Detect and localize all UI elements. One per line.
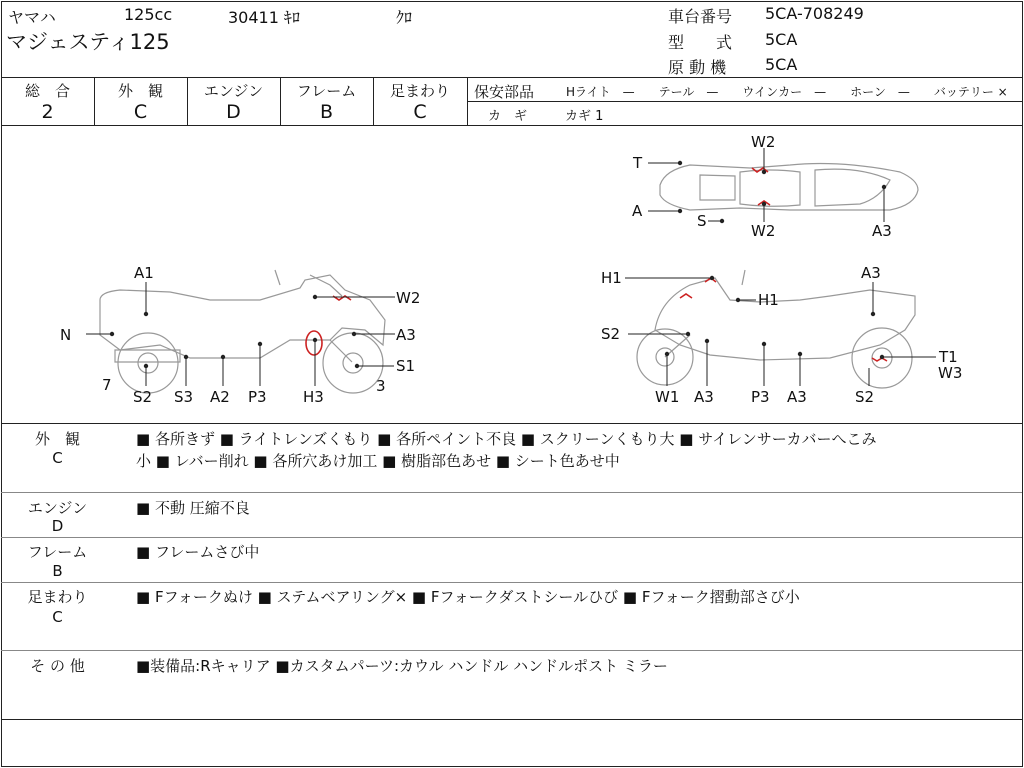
- diagram-label: S2: [133, 388, 153, 406]
- diagram-label: S2: [855, 388, 875, 406]
- grade-suspension-label: 足まわり: [389, 82, 450, 100]
- section-exterior-line-1: ■ 各所きず ■ ライトレンズくもり ■ 各所ペイント不良 ■ スクリーンくもり大 ■ サイレンサーカバーへこみ: [136, 430, 877, 448]
- diagram-label: N: [60, 326, 72, 344]
- section-frame-line-1: ■ フレームさび中: [136, 543, 260, 561]
- displacement: 125cc: [124, 5, 173, 24]
- divider: [1, 650, 1022, 651]
- diagram-label: S: [697, 212, 707, 230]
- divider: [467, 77, 468, 125]
- diagram-label: A3: [787, 388, 807, 406]
- diagram-label: W3: [938, 364, 963, 382]
- section-other-label: そ の 他: [30, 657, 85, 675]
- diagram-label: P3: [248, 388, 267, 406]
- section-frame-label: フレーム: [27, 543, 88, 561]
- diagram-label: S2: [601, 325, 621, 343]
- damage-diagram: [0, 126, 1024, 423]
- leader-lines: [86, 148, 936, 386]
- grade-exterior: C: [133, 101, 148, 123]
- grade-frame-label: フレーム: [296, 82, 357, 100]
- key-label: カ ギ: [488, 109, 528, 124]
- diagram-label: W2: [751, 222, 776, 240]
- section-suspension-grade: C: [52, 608, 63, 626]
- diagram-label: P3: [751, 388, 770, 406]
- color: ｸﾛ: [396, 8, 413, 27]
- grade-exterior-label: 外 観: [117, 82, 163, 100]
- left-scooter-outline: [100, 270, 385, 393]
- point-dots: [110, 161, 886, 368]
- grade-engine-label: エンジン: [203, 82, 264, 100]
- section-engine-line-1: ■ 不動 圧縮不良: [136, 499, 250, 517]
- diagram-label: T: [633, 154, 643, 172]
- diagram-label: H1: [758, 291, 779, 309]
- model-name: マジェスティ125: [6, 30, 170, 54]
- section-exterior-label: 外 観: [34, 430, 80, 448]
- diagram-label: 3: [376, 377, 386, 395]
- diagram-label: A: [632, 202, 643, 220]
- section-suspension-label: 足まわり: [27, 588, 88, 606]
- section-other-line-1: ■装備品:Rキャリア ■カスタムパーツ:カウル ハンドル ハンドルポスト ミラー: [136, 657, 668, 675]
- safety-label: 保安部品: [474, 83, 535, 101]
- diagram-label: A3: [872, 222, 892, 240]
- section-exterior-grade: C: [52, 449, 63, 467]
- maker: ヤマハ: [8, 8, 56, 27]
- safety-items: Hライト — テール — ウインカー — ホーン — バッテリー ×: [566, 85, 1008, 99]
- divider: [1, 537, 1022, 538]
- divider: [1, 423, 1022, 424]
- section-exterior-line-2: 小 ■ レバー削れ ■ 各所穴あけ加工 ■ 樹脂部色あせ ■ シート色あせ中: [136, 452, 620, 470]
- divider: [1, 492, 1022, 493]
- grade-total-label: 総 合: [24, 82, 70, 100]
- section-engine-grade: D: [51, 517, 64, 535]
- section-engine-label: エンジン: [27, 499, 88, 517]
- divider: [1, 719, 1022, 720]
- grade-frame: B: [319, 101, 334, 123]
- diagram-label: W2: [751, 133, 776, 151]
- diagram-label: W1: [655, 388, 680, 406]
- grade-suspension: C: [413, 101, 427, 123]
- key-value: カギ 1: [565, 109, 604, 124]
- grade-engine: D: [226, 101, 241, 123]
- diagram-label: A2: [210, 388, 230, 406]
- diagram-label: A1: [134, 264, 154, 282]
- diagram-label: H1: [601, 269, 622, 287]
- mileage: 30411 ｷﾛ: [228, 8, 300, 27]
- diagram-label: A3: [861, 264, 881, 282]
- divider: [1, 582, 1022, 583]
- diagram-label: T1: [939, 348, 958, 366]
- divider: [467, 101, 1022, 102]
- diagram-label: H3: [303, 388, 324, 406]
- frame-no-label: 車台番号: [668, 7, 733, 26]
- type-value: 5CA: [765, 30, 798, 49]
- diagram-label: A3: [396, 326, 416, 344]
- top-scooter-outline: [660, 164, 918, 210]
- diagram-label: S3: [174, 388, 194, 406]
- section-suspension-line-1: ■ Fフォークぬけ ■ ステムベアリング× ■ Fフォークダストシールひび ■ Fフォーク摺動部さび小: [136, 588, 800, 606]
- diagram-label: W2: [396, 289, 421, 307]
- frame-no: 5CA-708249: [765, 4, 864, 23]
- diagram-label: A3: [694, 388, 714, 406]
- section-frame-grade: B: [52, 562, 63, 580]
- engine-model-label: 原 動 機: [668, 58, 727, 77]
- engine-model-value: 5CA: [765, 55, 798, 74]
- diagram-label: S1: [396, 357, 416, 375]
- grade-total: 2: [41, 101, 54, 123]
- diagram-label: 7: [102, 376, 112, 394]
- divider: [1, 77, 1022, 78]
- type-label: 型 式: [668, 33, 733, 52]
